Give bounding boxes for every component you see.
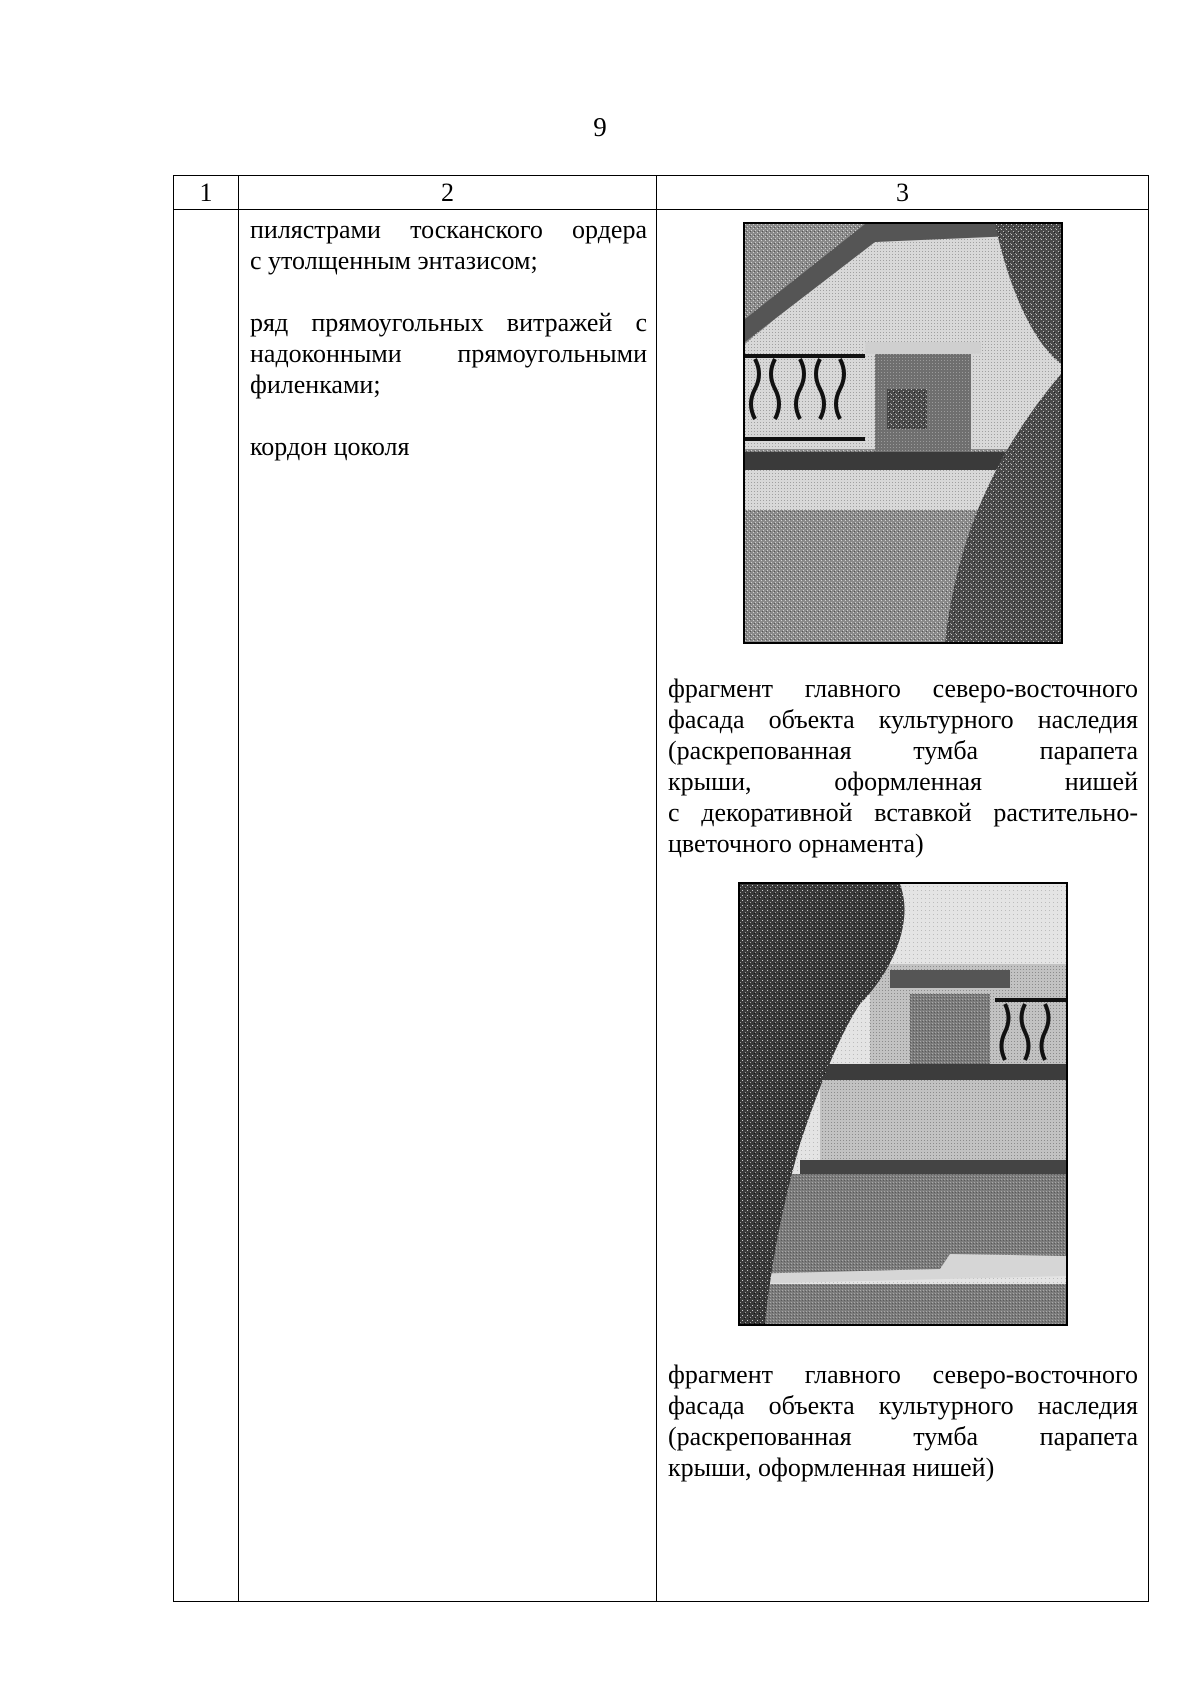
document-table xyxy=(173,175,1149,1602)
description-line: филенками; xyxy=(250,370,381,399)
caption-line: фасада объекта культурного наследия xyxy=(668,1391,1138,1420)
description-line: пилястрами тосканского ордера xyxy=(250,215,647,244)
photo-caption-2 xyxy=(657,1359,1148,1483)
caption-line: крыши, оформленная нишей xyxy=(668,767,1138,796)
caption-line: фасада объекта культурного наследия xyxy=(668,705,1138,734)
column-number-1: 1 xyxy=(174,176,239,210)
elements-description-cell xyxy=(239,210,657,1602)
description-line: надоконными прямоугольными xyxy=(250,339,647,368)
description-line: ряд прямоугольных витражей с xyxy=(250,308,647,337)
caption-line: фрагмент главного северо-восточного xyxy=(668,1360,1138,1389)
description-item-stained-glass xyxy=(250,307,647,400)
caption-line: (раскрепованная тумба парапета xyxy=(668,736,1138,765)
column-number-2: 2 xyxy=(239,176,657,210)
photo-cell xyxy=(657,210,1149,1602)
caption-line: фрагмент главного северо-восточного xyxy=(668,674,1138,703)
caption-line: (раскрепованная тумба парапета xyxy=(668,1422,1138,1451)
column-number-3: 3 xyxy=(657,176,1149,210)
description-item-pilasters xyxy=(250,214,647,276)
description-line: кордон цоколя xyxy=(250,432,410,461)
balustrade-parapet-photo xyxy=(743,222,1063,644)
table-header-row xyxy=(174,176,1149,210)
parapet-tree-photo xyxy=(738,882,1068,1326)
caption-line: с декоративной вставкой растительно- xyxy=(668,798,1138,827)
table-row xyxy=(174,210,1149,1602)
description-item-plinth-cordon xyxy=(250,431,647,462)
description-line: с утолщенным энтазисом; xyxy=(250,246,538,275)
caption-line: цветочного орнамента) xyxy=(668,829,924,858)
photo-caption-1 xyxy=(657,673,1148,859)
caption-line: крыши, оформленная нишей) xyxy=(668,1453,995,1482)
page-number: 9 xyxy=(593,112,607,142)
row-number-cell xyxy=(174,210,239,1602)
